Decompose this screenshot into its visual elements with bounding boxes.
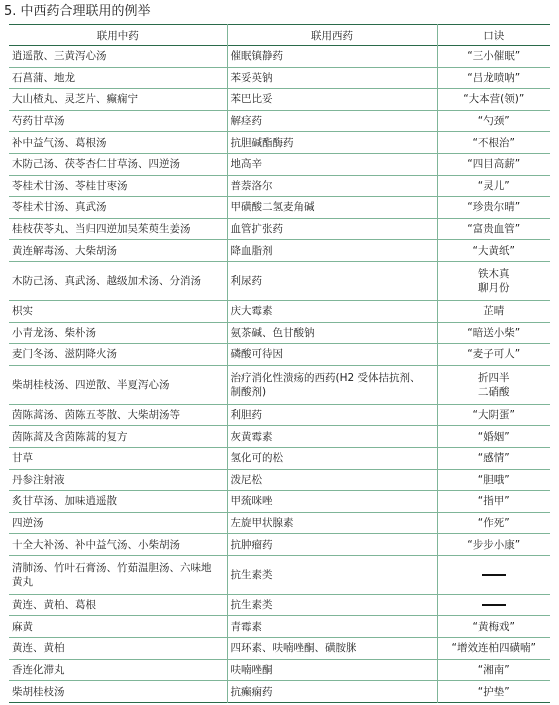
table-header-row: [9, 25, 550, 46]
cell-chinese-medicine-line: 茵陈蒿及含茵陈蒿的复方: [12, 430, 128, 443]
cell-mnemonic-line: “感情”: [477, 452, 510, 465]
cell-mnemonic: [437, 153, 550, 175]
cell-mnemonic-line: “三小催眠”: [467, 50, 521, 63]
cell-western-medicine: [227, 681, 437, 703]
cell-mnemonic-line: “大阴蛋”: [472, 409, 515, 422]
cell-chinese-medicine: [9, 300, 227, 322]
cell-chinese-medicine-line: 黄连、黄柏、葛根: [12, 599, 96, 612]
cell-mnemonic-line: “作死”: [477, 516, 510, 529]
cell-chinese-medicine: [9, 240, 227, 262]
cell-chinese-medicine-line: 补中益气汤、葛根汤: [12, 136, 107, 149]
table-row: [9, 132, 550, 154]
cell-chinese-medicine: [9, 175, 227, 197]
cell-chinese-medicine-line: 十全大补汤、补中益气汤、小柴胡汤: [12, 538, 180, 551]
cell-chinese-medicine-line: 桂枝茯苓丸、当归四逆加吴茱萸生姜汤: [12, 223, 191, 236]
cell-mnemonic-line: 折四半: [478, 371, 510, 384]
cell-chinese-medicine: [9, 512, 227, 534]
cell-mnemonic-line: “大黄纸”: [472, 244, 515, 257]
header-chinese-medicine: 联用中药: [96, 29, 139, 42]
table-row: [9, 447, 550, 469]
cell-western-medicine: [227, 240, 437, 262]
cell-chinese-medicine: [9, 110, 227, 132]
cell-chinese-medicine: [9, 659, 227, 681]
cell-chinese-medicine: [9, 197, 227, 219]
cell-western-medicine: [227, 512, 437, 534]
cell-chinese-medicine-line: 香连化滞丸: [12, 663, 65, 676]
cell-western-medicine-line: 灰黄霉素: [230, 430, 273, 443]
cell-western-medicine: [227, 534, 437, 556]
cell-mnemonic: [437, 447, 550, 469]
cell-chinese-medicine: [9, 638, 227, 660]
cell-western-medicine-line: 磷酸可待因: [230, 348, 283, 361]
cell-chinese-medicine-line: 逍遥散、三黄泻心汤: [12, 50, 107, 63]
cell-chinese-medicine-line: 四逆汤: [12, 516, 44, 529]
table-row: [9, 638, 550, 660]
cell-mnemonic-line: “四目高薪”: [467, 158, 521, 171]
table-row: [9, 469, 550, 491]
cell-mnemonic-line: “灵儿”: [477, 179, 510, 192]
cell-western-medicine-line: 制酸剂): [230, 385, 267, 398]
cell-chinese-medicine: [9, 616, 227, 638]
cell-mnemonic: [437, 404, 550, 426]
cell-mnemonic-line: “指甲”: [477, 495, 510, 508]
cell-western-medicine-line: 泼尼松: [230, 473, 262, 486]
cell-chinese-medicine-line: 甘草: [12, 452, 33, 465]
cell-western-medicine: [227, 300, 437, 322]
cell-western-medicine: [227, 67, 437, 89]
cell-mnemonic: [437, 218, 550, 240]
cell-chinese-medicine-line: 麻黄: [12, 620, 33, 633]
cell-western-medicine: [227, 555, 437, 594]
cell-western-medicine-line: 呋喃唑酮: [230, 663, 273, 676]
cell-western-medicine: [227, 426, 437, 448]
table-row: [9, 681, 550, 703]
cell-mnemonic: [437, 555, 550, 594]
cell-western-medicine: [227, 659, 437, 681]
cell-chinese-medicine: [9, 681, 227, 703]
cell-mnemonic-line: “婚姻”: [477, 430, 510, 443]
cell-chinese-medicine: [9, 132, 227, 154]
cell-mnemonic: [437, 89, 550, 111]
table-row: [9, 153, 550, 175]
cell-western-medicine-line: 普萘洛尔: [230, 179, 273, 192]
cell-chinese-medicine-line: 柴胡桂枝汤: [12, 685, 65, 698]
cell-western-medicine-line: 氢化可的松: [230, 452, 283, 465]
table-row: [9, 616, 550, 638]
cell-western-medicine-line: 甲巯咪唑: [230, 495, 273, 508]
cell-western-medicine-line: 地高辛: [230, 158, 262, 171]
header-mnemonic: 口诀: [437, 25, 550, 46]
cell-mnemonic-line: 芷晴: [483, 305, 505, 318]
cell-chinese-medicine: [9, 67, 227, 89]
cell-western-medicine: [227, 261, 437, 300]
cell-mnemonic: [437, 616, 550, 638]
cell-chinese-medicine-line: 苓桂术甘汤、苓桂甘枣汤: [12, 179, 128, 192]
cell-mnemonic: [437, 344, 550, 366]
cell-mnemonic-line: 铁木真: [478, 267, 510, 280]
cell-chinese-medicine-line: 麦门冬汤、滋阴降火汤: [12, 348, 117, 361]
cell-chinese-medicine: [9, 218, 227, 240]
cell-mnemonic: [437, 512, 550, 534]
cell-western-medicine-line: 抗生素类: [230, 568, 273, 581]
cell-mnemonic-line: “珍贵尔晴”: [467, 201, 521, 214]
table-row: [9, 365, 550, 404]
table-row: [9, 659, 550, 681]
cell-chinese-medicine: [9, 426, 227, 448]
cell-mnemonic: [437, 681, 550, 703]
cell-mnemonic-line: “胆哦”: [477, 473, 510, 486]
cell-mnemonic-line: “湘南”: [477, 663, 510, 676]
table-row: [9, 46, 550, 68]
cell-western-medicine: [227, 447, 437, 469]
cell-mnemonic: [437, 175, 550, 197]
cell-mnemonic: [437, 132, 550, 154]
cell-mnemonic-line: “勺颈”: [477, 115, 510, 128]
cell-mnemonic-line: “大本营(领)”: [463, 93, 525, 106]
cell-chinese-medicine-line: 木防己汤、茯苓杏仁甘草汤、四逆汤: [12, 158, 180, 171]
cell-western-medicine-line: 治疗消化性溃疡的西药(H2 受体拮抗剂、: [230, 371, 421, 384]
combination-table: [9, 24, 550, 703]
table-row: [9, 512, 550, 534]
cell-western-medicine-line: 降血脂剂: [230, 244, 273, 257]
cell-western-medicine-line: 抗胆碱酯酶药: [230, 136, 294, 149]
header-western-medicine: 联用西药: [227, 25, 437, 46]
cell-western-medicine: [227, 322, 437, 344]
cell-western-medicine-line: 催眠镇静药: [230, 50, 283, 63]
cell-chinese-medicine-line: 芍药甘草汤: [12, 115, 65, 128]
cell-mnemonic: [437, 197, 550, 219]
cell-mnemonic: [437, 594, 550, 616]
table-row: [9, 89, 550, 111]
cell-western-medicine: [227, 344, 437, 366]
table-row: [9, 300, 550, 322]
cell-mnemonic: [437, 110, 550, 132]
cell-chinese-medicine-line: 小青龙汤、柴朴汤: [12, 326, 96, 339]
table-row: [9, 322, 550, 344]
cell-western-medicine-line: 血管扩张药: [230, 223, 283, 236]
cell-western-medicine-line: 庆大霉素: [230, 305, 273, 318]
cell-chinese-medicine: [9, 261, 227, 300]
cell-western-medicine-line: 青霉素: [230, 620, 262, 633]
table-body: [9, 46, 550, 703]
cell-mnemonic-line: “富贵血管”: [467, 223, 521, 236]
cell-chinese-medicine: [9, 491, 227, 513]
cell-western-medicine-line: 抗生素类: [230, 599, 273, 612]
cell-mnemonic: [437, 426, 550, 448]
table-row: [9, 555, 550, 594]
cell-western-medicine: [227, 218, 437, 240]
cell-mnemonic: [437, 322, 550, 344]
cell-chinese-medicine-line: 黄连解毒汤、大柴胡汤: [12, 244, 117, 257]
cell-chinese-medicine-line: 茵陈蒿汤、茵陈五苓散、大柴胡汤等: [12, 409, 180, 422]
cell-chinese-medicine-line: 丹参注射液: [12, 473, 65, 486]
cell-mnemonic: [437, 46, 550, 68]
cell-chinese-medicine: [9, 555, 227, 594]
table-row: [9, 491, 550, 513]
cell-mnemonic: [437, 365, 550, 404]
cell-mnemonic-line: “暗送小柴”: [467, 326, 521, 339]
cell-chinese-medicine: [9, 322, 227, 344]
cell-western-medicine: [227, 638, 437, 660]
table-row: [9, 426, 550, 448]
cell-mnemonic: [437, 638, 550, 660]
cell-western-medicine: [227, 132, 437, 154]
cell-mnemonic-line: “吕龙喷呐”: [467, 71, 521, 84]
cell-chinese-medicine-line: 清肺汤、竹叶石膏汤、竹茹温胆汤、六味地: [12, 561, 212, 574]
cell-mnemonic-line: 聊月份: [478, 281, 510, 294]
cell-western-medicine: [227, 89, 437, 111]
table-row: [9, 218, 550, 240]
cell-mnemonic-line: “增效连柏四磺喃”: [451, 642, 536, 655]
cell-chinese-medicine-line: 黄丸: [12, 575, 33, 588]
table-row: [9, 175, 550, 197]
cell-chinese-medicine: [9, 89, 227, 111]
cell-western-medicine: [227, 365, 437, 404]
table-row: [9, 240, 550, 262]
cell-mnemonic: [437, 67, 550, 89]
cell-chinese-medicine-line: 炙甘草汤、加味逍遥散: [12, 495, 117, 508]
cell-mnemonic: [437, 261, 550, 300]
cell-mnemonic: [437, 240, 550, 262]
cell-mnemonic: [437, 300, 550, 322]
cell-western-medicine: [227, 469, 437, 491]
table-row: [9, 197, 550, 219]
cell-western-medicine-line: 抗癫痫药: [230, 685, 273, 698]
cell-mnemonic: [437, 534, 550, 556]
cell-western-medicine-line: 四环素、呋喃唑酮、磺胺脒: [230, 642, 357, 655]
cell-western-medicine: [227, 153, 437, 175]
cell-western-medicine-line: 氨茶碱、色甘酸钠: [230, 326, 315, 339]
cell-western-medicine-line: 苯巴比妥: [230, 93, 273, 106]
cell-chinese-medicine: [9, 447, 227, 469]
cell-chinese-medicine: [9, 153, 227, 175]
cell-western-medicine-line: 抗肿瘤药: [230, 538, 273, 551]
cell-mnemonic: [437, 491, 550, 513]
table-row: [9, 594, 550, 616]
cell-mnemonic: [437, 469, 550, 491]
cell-mnemonic-line: “护垫”: [477, 685, 510, 698]
table-row: [9, 344, 550, 366]
cell-mnemonic-line: “不根治”: [472, 136, 515, 149]
cell-chinese-medicine: [9, 344, 227, 366]
cell-chinese-medicine-line: 苓桂术甘汤、真武汤: [12, 201, 107, 214]
cell-western-medicine-line: 利尿药: [230, 274, 262, 287]
table-row: [9, 67, 550, 89]
cell-mnemonic: [437, 659, 550, 681]
cell-western-medicine: [227, 175, 437, 197]
cell-chinese-medicine-line: 柴胡桂枝汤、四逆散、半夏泻心汤: [12, 378, 170, 391]
cell-western-medicine: [227, 46, 437, 68]
table-row: [9, 261, 550, 300]
cell-chinese-medicine: [9, 594, 227, 616]
cell-western-medicine: [227, 110, 437, 132]
cell-chinese-medicine-line: 木防己汤、真武汤、越级加术汤、分消汤: [12, 274, 201, 287]
dash-mark: [482, 574, 506, 576]
section-heading: 5. 中西药合理联用的例举: [4, 4, 151, 19]
cell-western-medicine-line: 苯妥英钠: [230, 71, 273, 84]
cell-chinese-medicine: [9, 404, 227, 426]
cell-western-medicine-line: 利胆药: [230, 409, 262, 422]
table-row: [9, 534, 550, 556]
cell-chinese-medicine-line: 黄连、黄柏: [12, 642, 65, 655]
cell-western-medicine-line: 左旋甲状腺素: [230, 516, 294, 529]
cell-western-medicine: [227, 616, 437, 638]
cell-chinese-medicine: [9, 469, 227, 491]
cell-western-medicine: [227, 594, 437, 616]
cell-western-medicine-line: 甲磺酸二氢麦角碱: [230, 201, 315, 214]
cell-chinese-medicine-line: 石菖蒲、地龙: [12, 71, 75, 84]
cell-chinese-medicine-line: 枳实: [12, 305, 33, 318]
cell-western-medicine: [227, 404, 437, 426]
dash-mark: [482, 604, 506, 606]
cell-chinese-medicine: [9, 46, 227, 68]
cell-mnemonic-line: “麦子可人”: [467, 348, 521, 361]
cell-chinese-medicine: [9, 534, 227, 556]
cell-western-medicine-line: 解痉药: [230, 115, 262, 128]
cell-chinese-medicine-line: 大山楂丸、灵芝片、癫痫宁: [12, 93, 138, 106]
cell-mnemonic-line: “步步小康”: [467, 538, 521, 551]
cell-chinese-medicine: [9, 365, 227, 404]
table-row: [9, 110, 550, 132]
table-row: [9, 404, 550, 426]
cell-mnemonic-line: “黄梅戏”: [472, 620, 515, 633]
cell-western-medicine: [227, 197, 437, 219]
cell-western-medicine: [227, 491, 437, 513]
cell-mnemonic-line: 二硝酸: [478, 385, 510, 398]
